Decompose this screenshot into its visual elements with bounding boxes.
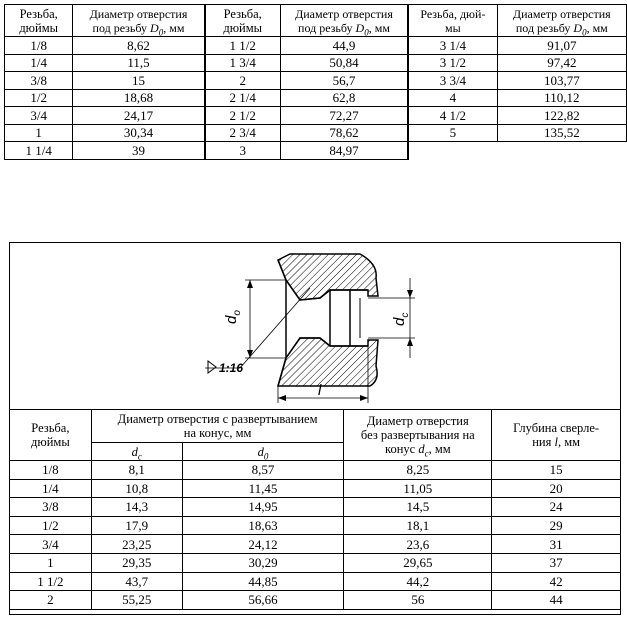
table-cell: 2 3/4 xyxy=(205,124,281,142)
table-cell: 91,07 xyxy=(497,37,626,55)
table-cell: 37 xyxy=(492,553,621,572)
table-cell: 18,1 xyxy=(344,516,492,535)
table-cell: 2 xyxy=(205,72,281,90)
table-cell: 84,97 xyxy=(280,142,408,160)
label-do: $d_o$ xyxy=(223,310,243,324)
table-cell: 18,68 xyxy=(73,89,205,107)
label-dc: $d_c$ xyxy=(391,312,411,326)
table-cell: 4 xyxy=(408,89,497,107)
table-cell: 15 xyxy=(73,72,205,90)
body-section-upper xyxy=(278,254,378,300)
table-cell: 3 1/4 xyxy=(408,37,497,55)
label-taper: 1:16 xyxy=(219,361,244,375)
header-depth: Глубина сверле- ния l, мм xyxy=(492,410,621,461)
table-cell: 24 xyxy=(492,498,621,517)
table-row xyxy=(10,498,621,517)
table-cell: 122,82 xyxy=(497,107,626,125)
table-cell: 1 xyxy=(5,124,73,142)
table-cell: 1 3/4 xyxy=(205,54,281,72)
table-cell: 3 xyxy=(205,142,281,160)
table-cell: 103,77 xyxy=(497,72,626,90)
table-cell: 72,27 xyxy=(280,107,408,125)
table-row xyxy=(10,479,621,498)
table-row xyxy=(5,142,627,160)
table-cell: 24,12 xyxy=(182,535,344,554)
table-header-row xyxy=(5,5,627,37)
taper-icon xyxy=(208,361,216,373)
header-thread: Резьба, дюймы xyxy=(10,410,92,461)
table-cell: 14,3 xyxy=(91,498,182,517)
table-cell: 135,52 xyxy=(497,124,626,142)
table-cell xyxy=(497,142,626,160)
table-cell: 30,29 xyxy=(182,553,344,572)
table-cell: 1 xyxy=(10,553,92,572)
table-cell: 3/8 xyxy=(10,498,92,517)
table-cell: 56 xyxy=(344,591,492,610)
table-cell: 97,42 xyxy=(497,54,626,72)
table-cell: 3/4 xyxy=(5,107,73,125)
table-cell: 50,84 xyxy=(280,54,408,72)
table-row xyxy=(10,553,621,572)
table-cell: 1/2 xyxy=(5,89,73,107)
table-row xyxy=(10,516,621,535)
header-dc: $d_c$ xyxy=(91,443,182,461)
table-row xyxy=(5,37,627,55)
table-cell: 56,66 xyxy=(182,591,344,610)
header-thread-1: Резьба, дюймы xyxy=(5,5,73,37)
table-cell: 44,85 xyxy=(182,572,344,591)
table-cell: 10,8 xyxy=(91,479,182,498)
table-cell: 8,57 xyxy=(182,461,344,480)
table-cell: 1/4 xyxy=(10,479,92,498)
table-cell: 1/8 xyxy=(10,461,92,480)
table-cell: 1/2 xyxy=(10,516,92,535)
table-cell: 110,12 xyxy=(497,89,626,107)
table-cell: 44 xyxy=(492,591,621,610)
table-cell: 11,5 xyxy=(73,54,205,72)
header-diameter-2: Диаметр отверстия под резьбу $D_0$, мм xyxy=(280,5,408,37)
table-row xyxy=(10,461,621,480)
table-cell: 3/8 xyxy=(5,72,73,90)
table-cell: 2 1/4 xyxy=(205,89,281,107)
table-cell: 8,25 xyxy=(344,461,492,480)
header-diameter-3: Диаметр отверстия под резьбу $D_0$, мм xyxy=(497,5,626,37)
table-cell: 23,6 xyxy=(344,535,492,554)
header-reamed: Диаметр отверстия с развертыванием на конус, мм xyxy=(91,410,344,443)
table-cell: 29,35 xyxy=(91,553,182,572)
table-cell: 11,05 xyxy=(344,479,492,498)
table-cell: 44,2 xyxy=(344,572,492,591)
label-l: l xyxy=(318,382,322,399)
table-cell: 43,7 xyxy=(91,572,182,591)
table-cell: 2 1/2 xyxy=(205,107,281,125)
table-cell: 20 xyxy=(492,479,621,498)
table-cell: 1/8 xyxy=(5,37,73,55)
table-cell: 31 xyxy=(492,535,621,554)
table-row xyxy=(10,591,621,610)
table-cell: 24,17 xyxy=(73,107,205,125)
table-cell: 1/4 xyxy=(5,54,73,72)
table-cell: 17,9 xyxy=(91,516,182,535)
table-row xyxy=(5,89,627,107)
header-diameter-1: Диаметр отверстия под резьбу $D_0$, мм xyxy=(73,5,205,37)
table-cell: 30,34 xyxy=(73,124,205,142)
table-cell: 3 3/4 xyxy=(408,72,497,90)
header-thread-2: Резьба, дюймы xyxy=(205,5,281,37)
header-thread-3: Резьба, дюй- мы xyxy=(408,5,497,37)
table-cell: 4 1/2 xyxy=(408,107,497,125)
table-cell: 56,7 xyxy=(280,72,408,90)
table-cell: 2 xyxy=(10,591,92,610)
table-cell: 3/4 xyxy=(10,535,92,554)
table-cell: 15 xyxy=(492,461,621,480)
conical-hole-drawing xyxy=(200,248,430,408)
table-cell: 62,8 xyxy=(280,89,408,107)
table-cell: 42 xyxy=(492,572,621,591)
thread-hole-table xyxy=(4,4,627,160)
table-cell: 14,5 xyxy=(344,498,492,517)
table-cell: 14,95 xyxy=(182,498,344,517)
table-row xyxy=(5,54,627,72)
table-cell: 8,1 xyxy=(91,461,182,480)
table-cell: 1 1/2 xyxy=(205,37,281,55)
table-row xyxy=(10,572,621,591)
table-cell: 5 xyxy=(408,124,497,142)
reamed-hole-table xyxy=(9,409,621,610)
table-cell: 39 xyxy=(73,142,205,160)
table-cell: 1 1/2 xyxy=(10,572,92,591)
table-cell: 8,62 xyxy=(73,37,205,55)
table-cell: 1 1/4 xyxy=(5,142,73,160)
table-cell: 44,9 xyxy=(280,37,408,55)
table-cell: 29,65 xyxy=(344,553,492,572)
table-row xyxy=(5,107,627,125)
table-cell: 55,25 xyxy=(91,591,182,610)
header-d0: $d_0$ xyxy=(182,443,344,461)
table-row xyxy=(5,72,627,90)
table-row xyxy=(5,124,627,142)
table-cell: 29 xyxy=(492,516,621,535)
table-cell: 78,62 xyxy=(280,124,408,142)
table-cell: 23,25 xyxy=(91,535,182,554)
header-unreamed: Диаметр отверстия без развертывания на конус $d_c$, мм xyxy=(344,410,492,461)
table-row xyxy=(10,535,621,554)
table-cell: 3 1/2 xyxy=(408,54,497,72)
table-cell xyxy=(408,142,497,160)
table-cell: 11,45 xyxy=(182,479,344,498)
table-cell: 18,63 xyxy=(182,516,344,535)
table-header-row xyxy=(10,410,621,443)
